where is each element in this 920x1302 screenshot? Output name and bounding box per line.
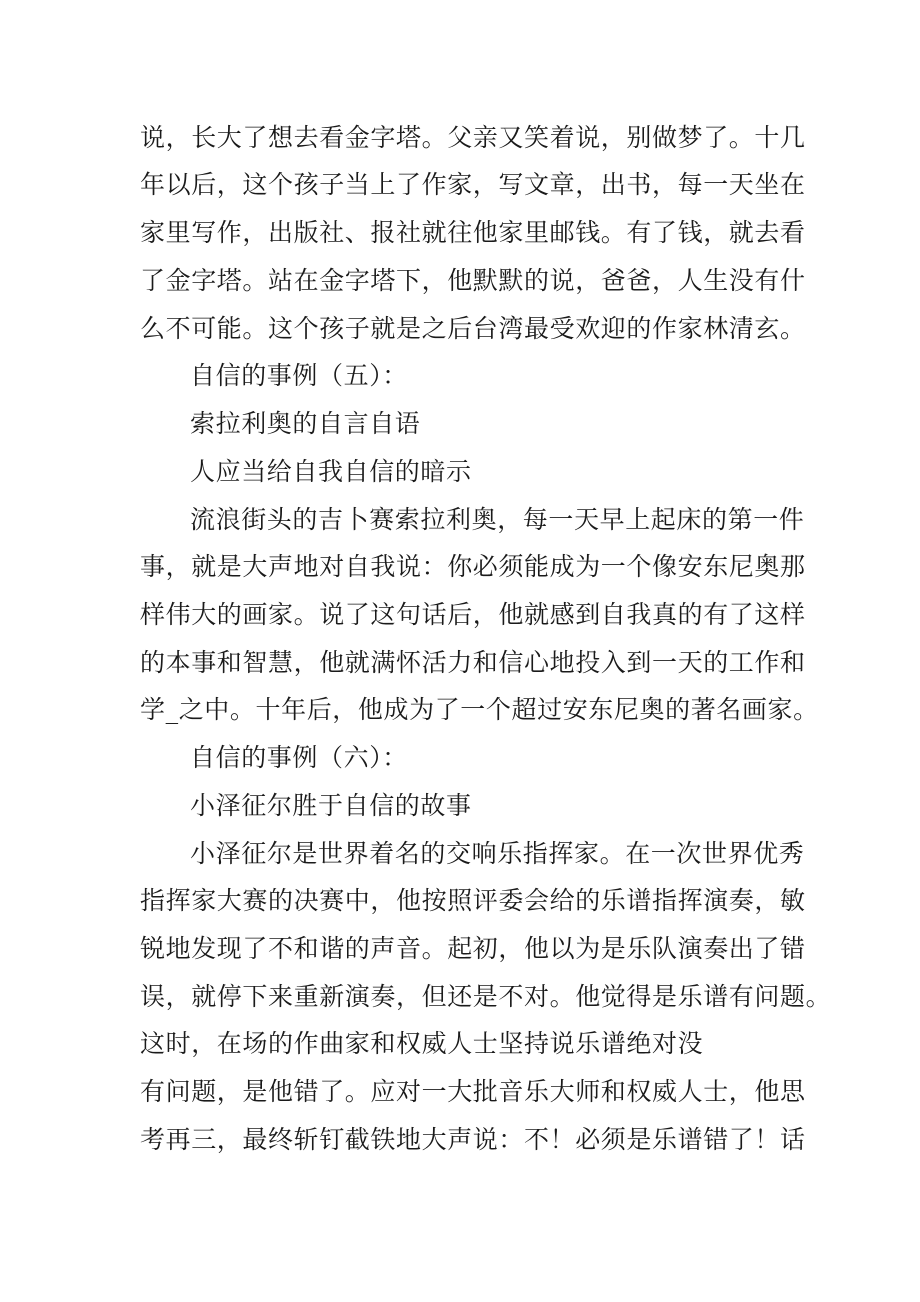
story-title: 小泽征尔胜于自信的故事 [190, 791, 472, 820]
text-line: 流浪街头的吉卜赛索拉利奥，每一天早上起床的第一件 [190, 505, 805, 534]
text-line: 误，就停下来重新演奏，但还是不对。他觉得是乐谱有问题。 [140, 982, 832, 1011]
story-title: 索拉利奥的自言自语 [190, 409, 421, 438]
text-line: 么不可能。这个孩子就是之后台湾最受欢迎的作家林清玄。 [140, 314, 806, 343]
text-line: 的本事和智慧，他就满怀活力和信心地投入到一天的工作和 [140, 648, 806, 677]
text-line: 指挥家大赛的决赛中，他按照评委会给的乐谱指挥演奏，敏 [140, 886, 806, 915]
text-line: 学_之中。十年后，他成为了一个超过安东尼奥的著名画家。 [140, 695, 819, 724]
text-line: 年以后，这个孩子当上了作家，写文章，出书，每一天坐在 [140, 170, 806, 199]
section-heading: 自信的事例（五）： [190, 361, 408, 390]
story-subtitle: 人应当给自我自信的暗示 [190, 457, 472, 486]
text-line: 家里写作，出版社、报社就往他家里邮钱。有了钱，就去看 [140, 218, 806, 247]
text-line: 小泽征尔是世界着名的交响乐指挥家。在一次世界优秀 [190, 839, 805, 868]
text-line: 了金字塔。站在金字塔下，他默默的说，爸爸，人生没有什 [140, 266, 806, 295]
text-line: 锐地发现了不和谐的声音。起初，他以为是乐队演奏出了错 [140, 934, 806, 963]
section-heading: 自信的事例（六）： [190, 743, 408, 772]
text-line: 有问题，是他错了。应对一大批音乐大师和权威人士，他思 [140, 1077, 806, 1106]
text-line: 考再三，最终斩钉截铁地大声说：不！必须是乐谱错了！话 [140, 1125, 806, 1154]
text-line: 说，长大了想去看金字塔。父亲又笑着说，别做梦了。十几 [140, 123, 806, 152]
text-line: 这时，在场的作曲家和权威人士坚持说乐谱绝对没 [140, 1029, 704, 1058]
text-line: 事，就是大声地对自我说：你必须能成为一个像安东尼奥那 [140, 552, 806, 581]
text-line: 样伟大的画家。说了这句话后，他就感到自我真的有了这样 [140, 600, 806, 629]
